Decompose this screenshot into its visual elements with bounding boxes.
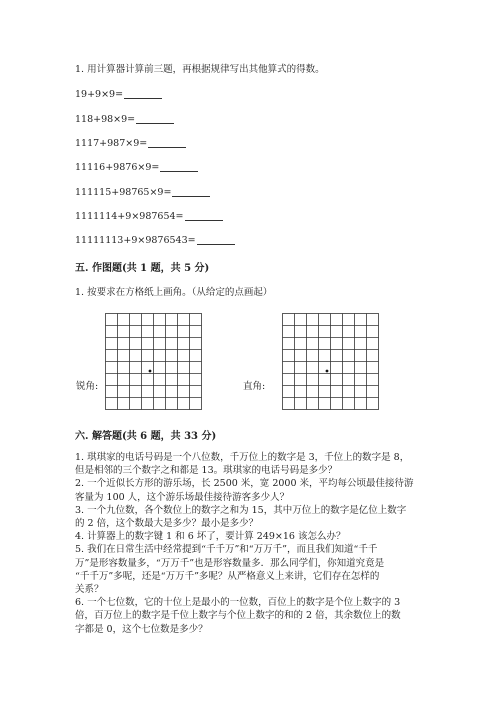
grid-paper-right[interactable] [282, 313, 382, 413]
equation-2: 118+98×9= [75, 113, 174, 125]
equation-1: 19+9×9= [75, 88, 162, 100]
answer-blank[interactable] [185, 210, 223, 221]
answer-blank[interactable] [124, 88, 162, 99]
problem-line: 5. 我们在日常生活中经常提到“千千万”和“万万千”，而且我们知道“千千 [75, 544, 378, 556]
problem-line: 关系？ [75, 584, 104, 596]
equation-6: 1111114+9×987654= [75, 210, 223, 222]
problem-line: 字都是 0，这个七位数是多少？ [75, 623, 208, 635]
problem-line: 6. 一个七位数，它的十位上是最小的一位数，百位上的数字是个位上数字的 3 [75, 597, 401, 609]
answer-blank[interactable] [148, 137, 186, 148]
drawing-instruction: 1. 按要求在方格纸上画角。（从给定的点画起） [75, 287, 273, 298]
equation-3: 1117+987×9= [75, 137, 186, 149]
problem-line: 4. 计算器上的数字键 1 和 6 坏了，要计算 249×16 该怎么办？ [75, 531, 346, 543]
acute-angle-label: 锐角: [76, 381, 99, 392]
right-angle-label: 直角: [243, 381, 266, 392]
answer-blank[interactable] [197, 234, 235, 245]
equation-7: 11111113+9×9876543= [75, 234, 235, 246]
start-point [149, 370, 152, 373]
answer-blank[interactable] [172, 186, 210, 197]
problem-line: 3. 一个九位数，各个数位上的数字之和为 15，其中万位上的数字是亿位上数字 [75, 504, 407, 516]
problem-list [75, 451, 435, 636]
problem-line: “千千万”多呢，还是“万万千”多呢？从严格意义上来讲，它们存在怎样的 [75, 570, 380, 582]
problem-line: 倍，百万位上的数字是千位上数字与个位上数字的和的 2 倍，其余数位上的数 [75, 610, 401, 622]
problem-line: 但是相邻的三个数字之和都是 13。琪琪家的电话号码是多少？ [75, 465, 338, 477]
start-point [326, 370, 329, 373]
section-five-title: 五. 作图题(共 1 题，共 5 分) [75, 263, 210, 274]
equation-5: 111115+98765×9= [75, 186, 210, 198]
answer-blank[interactable] [136, 113, 174, 124]
problem-line: 客量为 100 人，这个游乐场最佳接待游客多少人？ [75, 491, 290, 503]
section-six-title: 六. 解答题(共 6 题，共 33 分) [75, 431, 217, 442]
problem-line: 的 2 倍，这个数最大是多少？最小是多少？ [75, 518, 259, 530]
grid-paper-acute[interactable] [105, 313, 205, 413]
equation-4: 11116+9876×9= [75, 161, 198, 173]
answer-blank[interactable] [160, 161, 198, 172]
problem-line: 万”是形容数量多，“万万千”也是形容数量多．那么同学们，你知道究竟是 [75, 557, 385, 569]
instruction-text: 1. 用计算器计算前三题，再根据规律写出其他算式的得数。 [75, 64, 325, 75]
problem-line: 1. 琪琪家的电话号码是一个八位数，千万位上的数字是 3，千位上的数字是 8， [75, 452, 410, 463]
problem-line: 2. 一个近似长方形的游乐场，长 2500 米，宽 2000 米，平均每公顷最佳接待游 [75, 478, 414, 490]
